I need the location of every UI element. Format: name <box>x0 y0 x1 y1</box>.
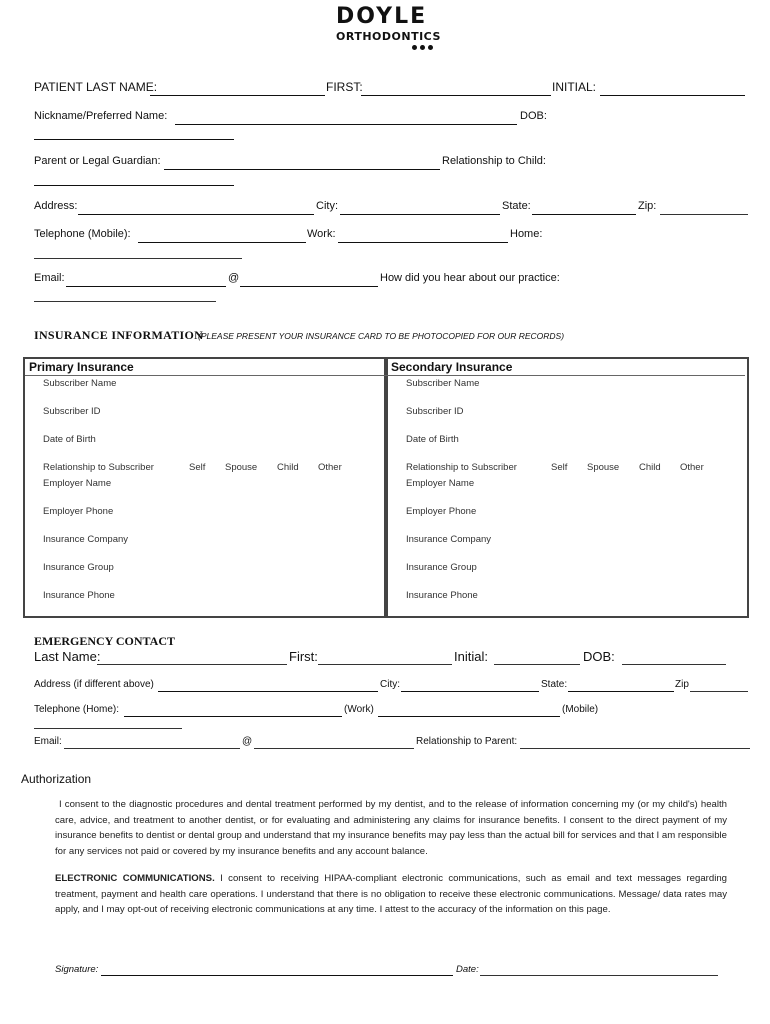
field-em-relationship[interactable] <box>520 748 750 749</box>
secondary-field-insurance-group[interactable]: Insurance Group <box>406 562 477 573</box>
field-em-last-name[interactable] <box>97 664 287 665</box>
label-address: Address: <box>34 200 78 212</box>
label-guardian: Parent or Legal Guardian: <box>34 155 161 167</box>
label-em-city: City: <box>380 679 400 690</box>
field-em-initial[interactable] <box>494 664 580 665</box>
field-email-domain[interactable] <box>240 286 378 287</box>
field-nickname[interactable] <box>175 124 517 125</box>
label-em-first: First: <box>289 649 318 664</box>
field-dob[interactable] <box>34 139 234 140</box>
primary-relationship-option-child[interactable]: Child <box>277 462 299 473</box>
consent-paragraph: I consent to the diagnostic procedures and dental treatment performed by my dentist, and to the release of information concerning my (or my child's) health care, advice, and treatment to another dentist, or for evaluating and administering any claims for insurance benefits. I consent to the direct payment of my insurance benefits to dentist or dental group and understand that my insurance benefits may pay less than the actual bill for services and that I am responsible for any services not paid or covered by my insurance benefits and any account balance. <box>55 799 727 857</box>
label-em-zip: Zip <box>675 679 689 690</box>
secondary-field-employer-name[interactable]: Employer Name <box>406 478 475 489</box>
primary-field-date-of-birth[interactable]: Date of Birth <box>43 434 96 445</box>
field-city[interactable] <box>340 214 500 215</box>
secondary-relationship-option-child[interactable]: Child <box>639 462 661 473</box>
field-em-first[interactable] <box>318 664 452 665</box>
secondary-field-employer-phone[interactable]: Employer Phone <box>406 506 477 517</box>
label-em-tel-home: Telephone (Home): <box>34 704 120 715</box>
field-hear[interactable] <box>34 301 216 302</box>
label-first: FIRST: <box>326 80 363 94</box>
primary-field-employer-phone[interactable]: Employer Phone <box>43 506 114 517</box>
insurance-note: (PLEASE PRESENT YOUR INSURANCE CARD TO BE PHOTOCOPIED FOR OUR RECORDS) <box>198 331 565 341</box>
primary-field-subscriber-name[interactable]: Subscriber Name <box>43 378 117 389</box>
label-em-state: State: <box>541 679 568 690</box>
field-state[interactable] <box>532 214 636 215</box>
label-em-dob: DOB: <box>583 649 615 664</box>
field-work[interactable] <box>338 242 508 243</box>
label-at: @ <box>228 272 240 284</box>
electronic-communications-text: I consent to receiving HIPAA-compliant electronic communications, such as email and text messages regarding treatment, payment and health care operations. I understand that there is no obligation to receive these electronic communications. Message/ data rates may apply, and I may opt-out of receiving electronic communications at any time. I attest to the accuracy of the information on this page. <box>55 873 727 915</box>
label-hear: How did you hear about our practice: <box>380 272 560 284</box>
primary-relationship-option-spouse[interactable]: Spouse <box>225 462 258 473</box>
secondary-field-subscriber-name[interactable]: Subscriber Name <box>406 378 480 389</box>
label-em-initial: Initial: <box>454 649 488 664</box>
field-guardian[interactable] <box>164 169 440 170</box>
electronic-communications-paragraph <box>55 871 727 918</box>
field-initial[interactable] <box>600 95 745 96</box>
primary-field-relationship-to-subscriber[interactable]: Relationship to Subscriber <box>43 462 154 473</box>
field-date[interactable] <box>480 975 718 976</box>
secondary-field-subscriber-id[interactable]: Subscriber ID <box>406 406 464 417</box>
label-home: Home: <box>510 228 543 240</box>
field-em-dob[interactable] <box>622 664 726 665</box>
field-em-city[interactable] <box>401 691 539 692</box>
label-state: State: <box>502 200 531 212</box>
label-date: Date: <box>456 964 479 975</box>
field-home[interactable] <box>34 258 242 259</box>
label-dob: DOB: <box>520 110 547 122</box>
label-email: Email: <box>34 272 65 284</box>
label-work: Work: <box>307 228 336 240</box>
primary-field-insurance-phone[interactable]: Insurance Phone <box>43 590 115 601</box>
secondary-field-insurance-company[interactable]: Insurance Company <box>406 534 492 545</box>
label-em-last-name: Last Name: <box>34 649 101 664</box>
field-first[interactable] <box>361 95 551 96</box>
primary-insurance-title: Primary Insurance <box>29 360 134 374</box>
field-zip[interactable] <box>660 214 748 215</box>
logo-subtitle: ORTHODONTICS <box>336 30 441 43</box>
field-last-name[interactable] <box>150 95 325 96</box>
primary-field-employer-name[interactable]: Employer Name <box>43 478 112 489</box>
secondary-field-relationship-to-subscriber[interactable]: Relationship to Subscriber <box>406 462 517 473</box>
label-relationship: Relationship to Child: <box>442 155 546 167</box>
authorization-heading: Authorization <box>21 772 92 786</box>
label-nickname: Nickname/Preferred Name: <box>34 110 168 122</box>
label-em-mobile: (Mobile) <box>562 704 599 715</box>
secondary-relationship-option-self[interactable]: Self <box>551 462 568 473</box>
label-city: City: <box>316 200 338 212</box>
label-em-address: Address (if different above) <box>34 679 154 690</box>
secondary-relationship-option-other[interactable]: Other <box>680 462 704 473</box>
primary-field-insurance-group[interactable]: Insurance Group <box>43 562 114 573</box>
label-em-email: Email: <box>34 736 62 747</box>
secondary-field-insurance-phone[interactable]: Insurance Phone <box>406 590 478 601</box>
label-signature: Signature: <box>55 964 99 975</box>
secondary-insurance-title: Secondary Insurance <box>391 360 513 374</box>
field-tel-mobile[interactable] <box>138 242 306 243</box>
field-signature[interactable] <box>101 975 453 976</box>
primary-relationship-option-self[interactable]: Self <box>189 462 206 473</box>
field-em-address[interactable] <box>158 691 378 692</box>
logo-wordmark: DOYLE <box>336 4 428 29</box>
emergency-heading: EMERGENCY CONTACT <box>34 634 176 648</box>
field-relationship[interactable] <box>34 185 234 186</box>
insurance-title-divider <box>25 375 745 376</box>
label-zip: Zip: <box>638 200 657 212</box>
secondary-relationship-option-spouse[interactable]: Spouse <box>587 462 620 473</box>
field-em-email-domain[interactable] <box>254 748 414 749</box>
label-em-work: (Work) <box>344 704 374 715</box>
field-em-email-user[interactable] <box>64 748 240 749</box>
label-initial: INITIAL: <box>552 80 597 94</box>
field-em-tel-home[interactable] <box>124 716 342 717</box>
primary-field-subscriber-id[interactable]: Subscriber ID <box>43 406 101 417</box>
field-em-zip[interactable] <box>690 691 748 692</box>
field-email-user[interactable] <box>66 286 226 287</box>
label-em-relationship: Relationship to Parent: <box>416 736 518 747</box>
field-address[interactable] <box>78 214 314 215</box>
label-em-at: @ <box>242 736 253 747</box>
primary-field-insurance-company[interactable]: Insurance Company <box>43 534 129 545</box>
label-last-name: PATIENT LAST NAME: <box>34 80 158 94</box>
field-em-mobile[interactable] <box>34 728 182 729</box>
field-em-work[interactable] <box>378 716 560 717</box>
electronic-communications-title: ELECTRONIC COMMUNICATIONS. <box>55 873 215 884</box>
primary-relationship-option-other[interactable]: Other <box>318 462 342 473</box>
secondary-field-date-of-birth[interactable]: Date of Birth <box>406 434 459 445</box>
field-em-state[interactable] <box>568 691 674 692</box>
insurance-heading: INSURANCE INFORMATION <box>34 328 204 342</box>
label-tel-mobile: Telephone (Mobile): <box>34 228 131 240</box>
